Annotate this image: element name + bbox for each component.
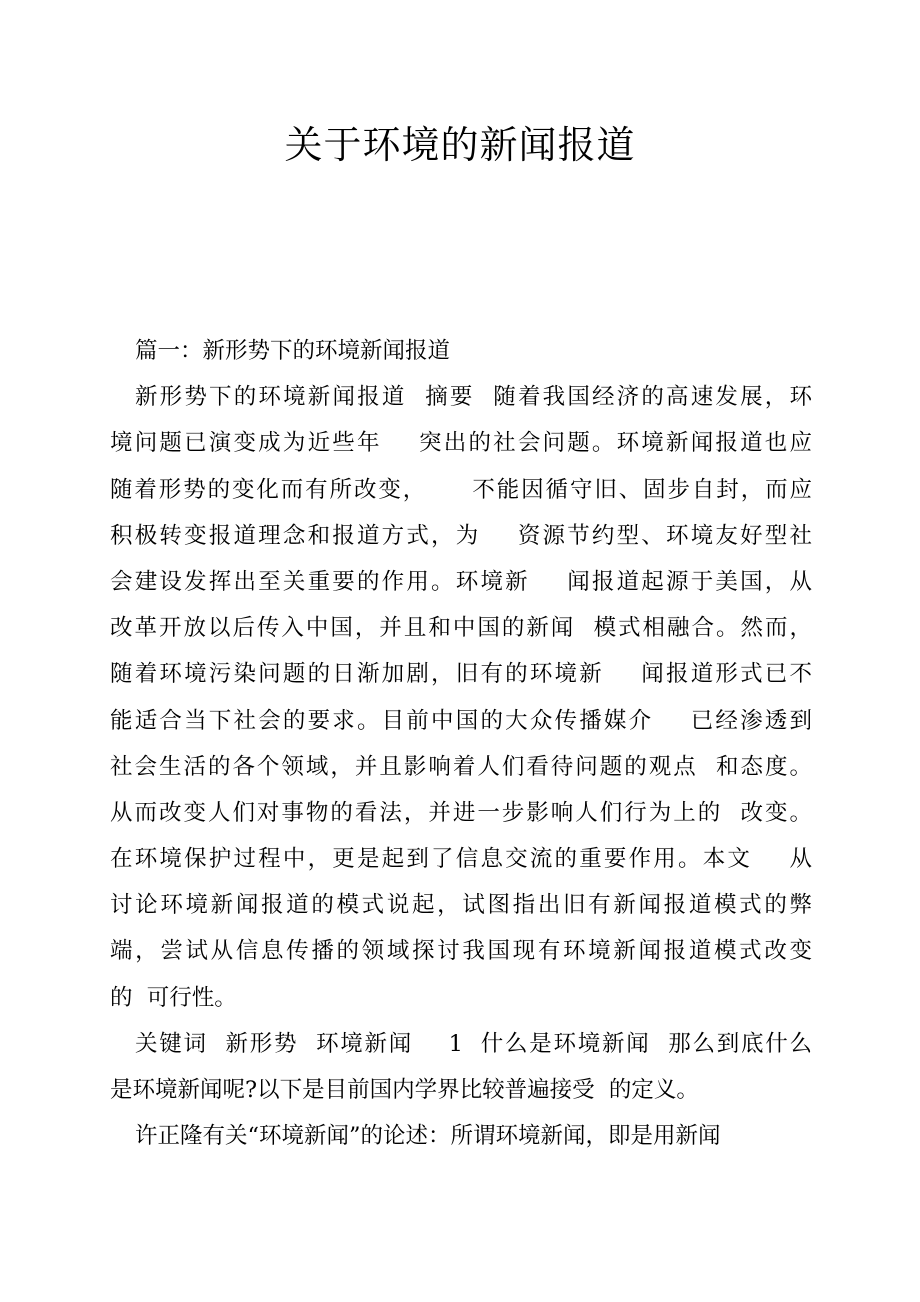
paragraph-line: 随着形势的变化而有所改变， 不能因循守旧、固步自封，而应 [110, 476, 812, 503]
paragraph-line: 讨论环境新闻报道的模式说起，试图指出旧有新闻报道模式的弊 [110, 892, 812, 919]
paragraph-line: 关键词 新形势 环境新闻 1 什么是环境新闻 那么到底什么 [135, 1030, 812, 1057]
paragraph-line: 社会生活的各个领域，并且影响着人们看待问题的观点 和态度。 [110, 753, 812, 780]
paragraph-line: 端，尝试从信息传播的领域探讨我国现有环境新闻报道模式改变 [110, 938, 812, 965]
paragraph-line: 的 可行性。 [110, 984, 237, 1011]
paragraph-line: 境问题已演变成为近些年 突出的社会问题。环境新闻报道也应 [110, 430, 812, 457]
paragraph-line: 新形势下的环境新闻报道 摘要 随着我国经济的高速发展，环 [135, 384, 812, 411]
paragraph-line: 随着环境污染问题的日渐加剧，旧有的环境新 闻报道形式已不 [110, 661, 812, 688]
paragraph-line: 积极转变报道理念和报道方式，为 资源节约型、环境友好型社 [110, 522, 812, 549]
document-body [110, 328, 812, 1159]
paragraph-line: 在环境保护过程中，更是起到了信息交流的重要作用。本文 从 [110, 846, 812, 873]
paragraph-line: 会建设发挥出至关重要的作用。环境新 闻报道起源于美国，从 [110, 568, 812, 595]
document-title: 关于环境的新闻报道 [284, 123, 636, 167]
paragraph-line: 篇一：新形势下的环境新闻报道 [135, 338, 451, 364]
paragraph-line: 能适合当下社会的要求。目前中国的大众传播媒介 已经渗透到 [110, 707, 812, 734]
paragraph-line: 许正隆有关“环境新闻”的论述：所谓环境新闻，即是用新闻 [135, 1123, 721, 1150]
paragraph-line: 改革开放以后传入中国，并且和中国的新闻 模式相融合。然而， [110, 615, 812, 642]
paragraph-line: 从而改变人们对事物的看法，并进一步影响人们行为上的 改变。 [110, 799, 812, 826]
paragraph-line: 是环境新闻呢?以下是目前国内学界比较普遍接受 的定义。 [110, 1077, 699, 1103]
